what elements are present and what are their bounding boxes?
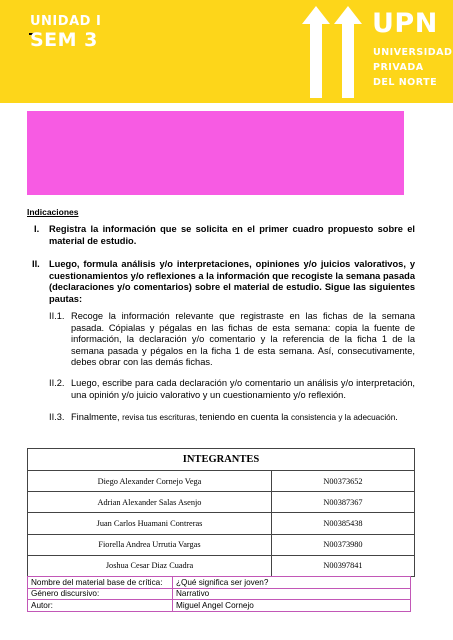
member-name: Juan Carlos Huamani Contreras: [28, 513, 272, 534]
logo-line-1: UNIVERSIDAD: [373, 47, 453, 58]
member-name: Diego Alexander Cornejo Vega: [28, 471, 272, 492]
member-code: N00397841: [272, 555, 415, 576]
table-row: [28, 534, 415, 555]
table-row: [28, 577, 411, 589]
item-text: Luego, formula análisis y/o interpretaciones, opiniones y/o juicios valorativos, y cuestionamientos y/o reflexiones a la información que recogiste la semana pasada (declaraciones y/o comentarios) sobre el material de estudio. Sigue las siguientes pautas:: [49, 259, 415, 304]
instruction-subitem-3: [49, 412, 415, 424]
subitem-number: II.1.: [49, 311, 65, 321]
genre-label: Género discursivo:: [28, 588, 173, 600]
member-name: Fiorella Andrea Urrutia Vargas: [28, 534, 272, 555]
logo-line-3: DEL NORTE: [373, 77, 438, 88]
author-label: Autor:: [28, 600, 173, 612]
table-row: [28, 513, 415, 534]
subitem-text: Luego, escribe para cada declaración y/o comentario un análisis y/o interpretación, una opinión y/o juicio valorativo y un cuestionamiento y/o reflexión.: [71, 378, 415, 400]
member-code: N00373652: [272, 471, 415, 492]
material-value: ¿Qué significa ser joven?: [173, 577, 411, 589]
subitem-text: Recoge la información relevante que registraste en las fichas de la semana pasada. Cópialas y pégalas en las fichas de esta semana: copia la fuente de información, la declaración y/o comentario y la referencia de la ficha 1 de la semana pasada y pégalos en la ficha 1 de esta semana. Así, consecutivamente, debes obrar con las demás fichas.: [71, 311, 415, 367]
member-code: N00387367: [272, 492, 415, 513]
instruction-subitem-2: [49, 378, 415, 401]
instruction-item-1: [34, 224, 415, 247]
subitem-number: II.3.: [49, 412, 65, 422]
member-name: Joshua Cesar Diaz Cuadra: [28, 555, 272, 576]
member-code: N00385438: [272, 513, 415, 534]
instruction-subitem-1: [49, 311, 415, 369]
logo-brand: UPN: [372, 8, 438, 39]
item-number: I.: [34, 224, 40, 234]
instruction-item-2: [32, 259, 415, 305]
material-label: Nombre del material base de crítica:: [28, 577, 173, 589]
magenta-block: [27, 111, 404, 195]
subitem-number: II.2.: [49, 378, 65, 388]
genre-value: Narrativo: [173, 588, 411, 600]
member-code: N00373980: [272, 534, 415, 555]
upn-arrows-logo-icon: [300, 4, 364, 100]
members-title: INTEGRANTES: [28, 449, 415, 471]
table-row: [28, 588, 411, 600]
table-row: [28, 471, 415, 492]
header-banner: [0, 0, 453, 103]
logo-line-2: PRIVADA: [373, 62, 424, 73]
table-row: [28, 492, 415, 513]
instructions-title: Indicaciones: [27, 207, 79, 217]
item-text: Registra la información que se solicita en el primer cuadro propuesto sobre el material de estudio.: [49, 224, 415, 246]
table-row: [28, 555, 415, 576]
subitem-text: Finalmente, revisa tus escrituras, teniendo en cuenta la consistencia y la adecuación.: [71, 412, 398, 422]
member-name: Adrian Alexander Salas Asenjo: [28, 492, 272, 513]
unit-label: UNIDAD I: [30, 14, 102, 29]
author-value: Miguel Angel Cornejo: [173, 600, 411, 612]
table-row: [28, 600, 411, 612]
members-table: [27, 448, 415, 577]
week-label: SEM 3: [30, 29, 98, 51]
item-number: II.: [32, 259, 40, 269]
material-table: [27, 576, 411, 612]
